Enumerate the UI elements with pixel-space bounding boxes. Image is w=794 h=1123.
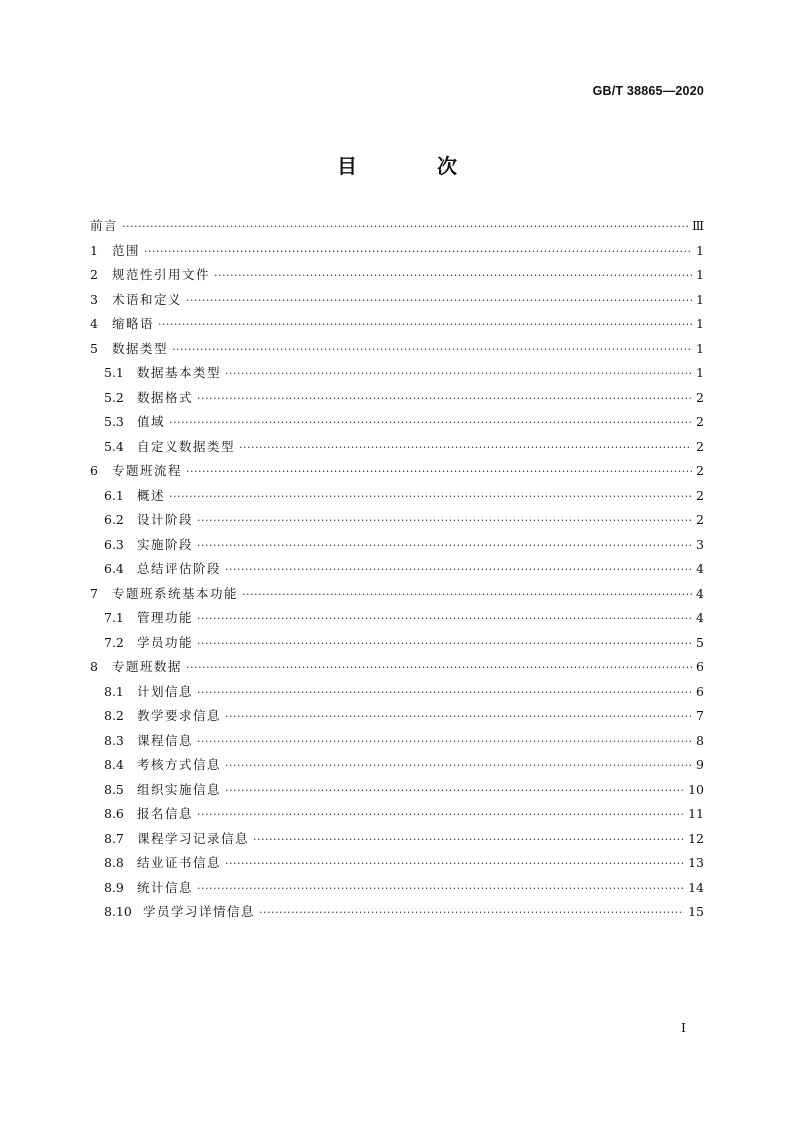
toc-entry-label: 教学要求信息 [137,708,222,723]
toc-entry-page: 15 [688,904,704,919]
toc-entry[interactable] [90,410,704,435]
toc-entry-label: 数据类型 [112,340,169,356]
toc-entry-label: 学员功能 [137,634,194,650]
toc-dot-leader [186,656,692,681]
toc-entry-label: 报名信息 [137,806,194,821]
toc-dot-leader [197,534,692,559]
toc-entry-number: 6.4 [104,561,124,576]
toc-entry-number: 1 [90,242,98,258]
toc-entry-number: 8 [90,659,98,674]
toc-entry-page: 1 [696,291,704,307]
toc-dot-leader [158,313,692,338]
toc-entry-number: 7.1 [104,610,124,625]
toc-entry-number: 7.2 [104,634,124,650]
toc-entry[interactable] [90,337,704,362]
toc-entry[interactable] [90,312,704,337]
toc-entry-label: 设计阶段 [137,512,194,527]
toc-entry[interactable] [90,386,704,411]
toc-entry-page: 9 [696,757,704,772]
toc-dot-leader [197,877,684,902]
toc-entry-page: Ⅲ [691,218,704,233]
toc-dot-leader [197,607,692,632]
toc-entry-number: 8.4 [104,757,124,772]
toc-entry[interactable] [90,851,704,876]
toc-entry-page: 1 [696,242,704,258]
toc-entry-label: 专题班流程 [112,463,183,478]
toc-entry-number: 6.3 [104,536,124,552]
toc-entry-label: 课程信息 [137,732,194,748]
toc-dot-leader [225,852,684,877]
toc-entry-label: 统计信息 [137,879,194,895]
toc-dot-leader [242,583,692,608]
toc-entry-label: 组织实施信息 [137,781,222,797]
toc-entry-number: 8.8 [104,855,124,870]
toc-dot-leader [169,485,692,510]
toc-dot-leader [225,362,692,387]
toc-entry-page: 6 [696,683,704,699]
toc-entry-number: 8.3 [104,732,124,748]
toc-entry-number: 3 [90,291,98,307]
toc-entry-label: 前言 [90,218,119,233]
toc-entry-label: 规范性引用文件 [112,267,211,282]
toc-entry[interactable] [90,753,704,778]
toc-entry-number: 8.10 [104,904,132,919]
toc-dot-leader [197,632,692,657]
toc-entry-label: 结业证书信息 [137,855,222,870]
toc-entry-number: 5.3 [104,414,124,429]
toc-entry-page: 4 [696,585,704,601]
toc-dot-leader [225,779,684,804]
toc-entry-label: 学员学习详情信息 [143,904,256,919]
toc-entry[interactable] [90,827,704,852]
page-number: I [681,1020,686,1035]
toc-entry[interactable] [90,704,704,729]
toc-entry-page: 5 [696,634,704,650]
toc-entry-number: 4 [90,316,98,331]
toc-entry-label: 值域 [137,414,166,429]
toc-entry-label: 课程学习记录信息 [137,830,250,846]
toc-entry-number: 8.6 [104,806,124,821]
toc-entry-page: 4 [696,610,704,625]
toc-dot-leader [197,803,684,828]
toc-entry-number: 5 [90,340,98,356]
toc-entry[interactable] [90,557,704,582]
toc-entry[interactable] [90,484,704,509]
toc-entry[interactable] [90,900,704,925]
toc-entry-number: 6 [90,463,98,478]
toc-entry-label: 概述 [137,487,166,503]
toc-entry-page: 2 [696,414,704,429]
toc-entry[interactable] [90,214,704,239]
toc-dot-leader [144,240,692,265]
toc-dot-leader [239,436,692,461]
toc-entry-number: 8.1 [104,683,124,699]
toc-entry-label: 管理功能 [137,610,194,625]
toc-entry-page: 1 [696,340,704,356]
toc-entry[interactable] [90,533,704,558]
toc-entry-page: 7 [696,708,704,723]
toc-entry[interactable] [90,876,704,901]
toc-dot-leader [259,901,684,926]
toc-entry-label: 专题班数据 [112,659,183,674]
toc-entry-page: 12 [688,830,704,846]
table-of-contents [90,214,704,925]
toc-dot-leader [197,681,692,706]
toc-entry-number: 2 [90,267,98,282]
standard-code: GB/T 38865—2020 [592,84,704,98]
toc-entry-page: 1 [696,267,704,282]
toc-entry-label: 缩略语 [112,316,155,331]
toc-entry-label: 考核方式信息 [137,757,222,772]
toc-entry-page: 10 [688,781,704,797]
toc-entry[interactable] [90,288,704,313]
toc-entry-label: 总结评估阶段 [137,561,222,576]
toc-entry-number: 6.1 [104,487,124,503]
toc-entry-page: 2 [696,389,704,405]
toc-entry-page: 2 [696,487,704,503]
toc-entry[interactable] [90,508,704,533]
toc-entry-number: 5.2 [104,389,124,405]
toc-entry-page: 8 [696,732,704,748]
toc-entry[interactable] [90,606,704,631]
toc-dot-leader [225,558,692,583]
toc-entry-page: 2 [696,512,704,527]
toc-entry[interactable] [90,802,704,827]
toc-entry-number: 5.4 [104,438,124,454]
toc-entry-page: 2 [696,463,704,478]
toc-entry-label: 范围 [112,242,141,258]
toc-dot-leader [122,215,688,240]
toc-dot-leader [225,754,692,779]
toc-dot-leader [225,705,692,730]
toc-entry-page: 6 [696,659,704,674]
toc-entry[interactable] [90,778,704,803]
toc-entry[interactable] [90,435,704,460]
toc-entry-page: 1 [696,316,704,331]
toc-entry-number: 8.7 [104,830,124,846]
toc-entry-page: 11 [688,806,704,821]
toc-entry-label: 专题班系统基本功能 [112,585,239,601]
toc-dot-leader [172,338,692,363]
toc-entry-label: 数据格式 [137,389,194,405]
toc-entry[interactable] [90,459,704,484]
toc-entry-number: 7 [90,585,98,601]
toc-entry[interactable] [90,631,704,656]
toc-entry-label: 实施阶段 [137,536,194,552]
toc-entry-page: 14 [688,879,704,895]
toc-entry-page: 2 [696,438,704,454]
toc-entry[interactable] [90,361,704,386]
toc-entry[interactable] [90,582,704,607]
toc-entry-page: 3 [696,536,704,552]
toc-entry-number: 8.2 [104,708,124,723]
toc-dot-leader [214,264,692,289]
toc-entry-number: 6.2 [104,512,124,527]
toc-entry-label: 自定义数据类型 [137,438,236,454]
toc-dot-leader [197,730,692,755]
toc-entry-number: 8.5 [104,781,124,797]
toc-dot-leader [169,411,692,436]
toc-dot-leader [197,387,692,412]
toc-entry-number: 8.9 [104,879,124,895]
toc-entry[interactable] [90,680,704,705]
toc-entry-label: 数据基本类型 [137,365,222,380]
toc-entry[interactable] [90,239,704,264]
toc-entry-label: 计划信息 [137,683,194,699]
toc-entry[interactable] [90,263,704,288]
toc-dot-leader [253,828,684,853]
toc-entry[interactable] [90,655,704,680]
toc-entry-number: 5.1 [104,365,124,380]
toc-entry[interactable] [90,729,704,754]
toc-entry-page: 1 [696,365,704,380]
toc-entry-page: 4 [696,561,704,576]
toc-entry-label: 术语和定义 [112,291,183,307]
toc-dot-leader [197,509,692,534]
toc-title: 目 次 [337,154,487,178]
toc-entry-page: 13 [688,855,704,870]
toc-dot-leader [186,289,692,314]
toc-dot-leader [186,460,692,485]
